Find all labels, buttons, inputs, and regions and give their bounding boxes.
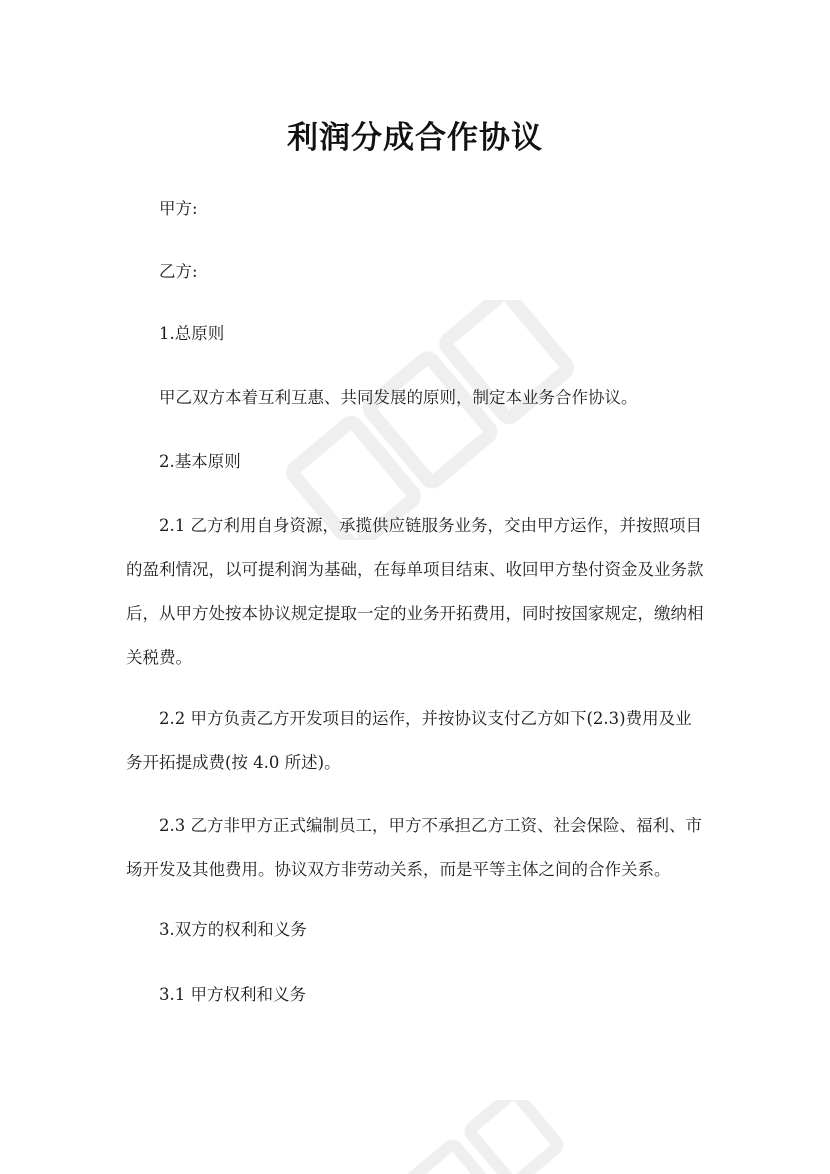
clause-2-3: 2.3 乙方非甲方正式编制员工，甲方不承担乙方工资、社会保险、福利、市场开发及其他费用。协议双方非劳动关系，而是平等主体之间的合作关系。 bbox=[126, 816, 702, 879]
party-a-line: 甲方: bbox=[159, 199, 198, 218]
section-3-heading: 3.双方的权利和义务 bbox=[159, 920, 307, 939]
clause-3-1: 3.1 甲方权利和义务 bbox=[159, 985, 306, 1004]
document-title: 利润分成合作协议 bbox=[287, 120, 543, 156]
watermark-graphic-bottom bbox=[380, 1100, 580, 1174]
clause-2-2: 2.2 甲方负责乙方开发项目的运作，并按协议支付乙方如下(2.3)费用及业务开拓提成费(按 4.0 所述)。 bbox=[126, 709, 692, 772]
section-2-heading: 2.基本原则 bbox=[159, 452, 241, 471]
party-b-line: 乙方: bbox=[159, 262, 198, 281]
clause-2-1: 2.1 乙方利用自身资源，承揽供应链服务业务，交由甲方运作，并按照项目的盈利情况，以可提利润为基础，在每单项目结束、收回甲方垫付资金及业务款后，从甲方处按本协议规定提取一定的业务开拓费用，同时按国家规定，缴纳相关税费。 bbox=[126, 516, 704, 667]
section-1-text: 甲乙双方本着互利互惠、共同发展的原则，制定本业务合作协议。 bbox=[159, 388, 638, 407]
section-1-heading: 1.总原则 bbox=[159, 324, 225, 343]
